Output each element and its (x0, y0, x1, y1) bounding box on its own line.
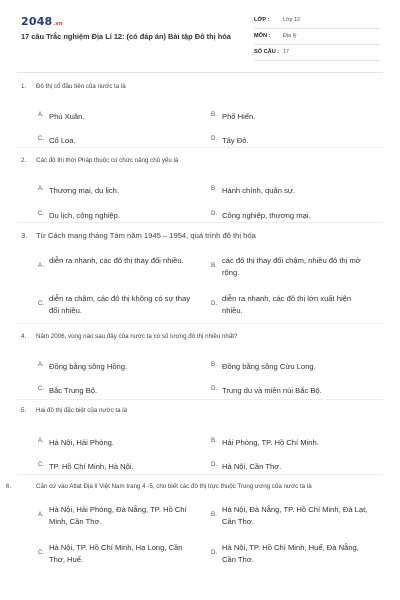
option-letter: D. (211, 210, 218, 217)
option-letter: C. (38, 135, 45, 142)
header-divider (17, 72, 383, 73)
document-header (0, 0, 400, 68)
options (21, 165, 381, 220)
option-letter: D. (211, 461, 218, 468)
option-letter: D. (211, 549, 218, 556)
options (21, 491, 381, 581)
option-letter: A. (38, 185, 44, 192)
meta-value: 17 (283, 49, 289, 55)
option-letter: D. (211, 135, 218, 142)
option-letter: A. (38, 111, 44, 118)
option-text: Hà Nội, TP. Hồ Chí Minh, Huế, Đà Nẵng, Cần Thơ. (222, 543, 359, 564)
option-letter: A. (38, 437, 44, 444)
option-text: Hà Nội, Đà Nẵng, TP. Hồ Chí Minh, Đà Lạt, Cần Thơ. (222, 505, 368, 526)
site-logo[interactable] (21, 15, 63, 28)
option-text: Hà Nội, TP. Hồ Chí Minh, Hạ Long, Cần Thơ, Huế. (49, 543, 183, 564)
option-text: Thương mại, du lịch. (49, 186, 119, 195)
option-letter: B. (211, 262, 217, 269)
question-number: 4. (21, 333, 27, 340)
option-letter: C. (38, 549, 45, 556)
option-letter: A. (38, 511, 44, 518)
question-number: 5. (21, 407, 27, 414)
option-letter: A. (38, 262, 44, 269)
option-letter: B. (211, 361, 217, 368)
question-text: Hai đô thị đặc biệt của nước ta là (36, 407, 128, 414)
option-text: TP. Hồ Chí Minh, Hà Nội. (49, 462, 134, 471)
question-text: Căn cứ vào Atlat Địa lí Việt Nam trang 4 -5, cho biết các đô thị trực thuộc Trung ương của nước ta là (36, 483, 312, 490)
meta-value: Lớp 12 (283, 17, 301, 23)
question-number: 1. (21, 83, 27, 90)
option-text: Tây Đô. (222, 136, 249, 145)
logo-text: 2048 (21, 15, 53, 28)
option-text: Bắc Trung Bộ. (49, 386, 98, 395)
option-text: Công nghiệp, thương mại. (222, 211, 311, 220)
option-text: Hải Phòng, TP. Hồ Chí Minh. (222, 438, 319, 447)
option-letter: B. (211, 437, 217, 444)
question-3 (21, 231, 381, 330)
option-letter: D. (211, 385, 218, 392)
option-letter: B. (211, 511, 217, 518)
option-text: Hà Nội, Hải Phòng, Đà Nẵng, TP. Hồ Chí Minh, Cần Thơ. (49, 505, 187, 526)
option-letter: A. (38, 361, 44, 368)
option-text: Du lịch, công nghiệp. (49, 211, 120, 220)
option-letter: C. (38, 461, 45, 468)
option-letter: B. (211, 111, 217, 118)
option-text: Phố Hiến. (222, 112, 256, 121)
option-text: diễn ra nhanh, các đô thị lớn xuất hiện nhiều. (222, 294, 352, 315)
meta-row-count (254, 46, 380, 61)
question-6 (6, 482, 381, 581)
option-text: Đồng bằng sông Hồng. (49, 362, 128, 371)
option-text: các đô thị thay đổi chậm, nhiều đô thị mở rộng. (222, 256, 361, 277)
page-title: 17 câu Trắc nghiệm Địa Lí 12: (có đáp án) Bài tập Đô thị hóa (21, 32, 231, 41)
question-5 (21, 406, 381, 471)
question-divider (17, 222, 383, 223)
question-divider (17, 399, 383, 400)
option-text: Hà Nội, Cần Thơ. (222, 462, 282, 471)
option-letter: C. (38, 300, 45, 307)
options (21, 341, 381, 395)
meta-label: MÔN : (254, 33, 271, 39)
question-divider (17, 474, 383, 475)
question-stem (21, 156, 381, 165)
question-text: Các đô thị thời Pháp thuộc có chức năng chủ yếu là (36, 157, 179, 164)
option-letter: C. (38, 210, 45, 217)
question-text: Từ Cách mạng tháng Tám năm 1945 – 1954, quá trình đô thị hóa (36, 231, 256, 240)
question-stem (21, 406, 381, 415)
options (21, 240, 381, 330)
question-1 (21, 82, 381, 145)
question-number: 3. (21, 231, 28, 240)
question-stem (21, 332, 381, 341)
option-text: Đồng bằng sông Cửu Long. (222, 362, 316, 371)
logo-tld: .vn (53, 21, 63, 27)
question-divider (17, 323, 383, 324)
question-stem (21, 231, 381, 240)
meta-panel (254, 14, 380, 62)
option-text: diễn ra chậm, các đô thị không có sự thay đổi nhiều. (49, 294, 191, 315)
question-divider (17, 147, 383, 148)
question-stem (21, 82, 381, 91)
option-text: Trung du và miền núi Bắc Bộ. (222, 386, 322, 395)
question-4 (21, 332, 381, 395)
meta-value: Địa lý (283, 33, 297, 39)
option-text: Cổ Loa. (49, 136, 76, 145)
question-text: Đô thị cổ đầu tiên của nước ta là (36, 83, 126, 90)
meta-label: SỐ CÂU : (254, 49, 280, 55)
option-text: Hành chính, quân sự. (222, 186, 296, 195)
question-stem (6, 482, 361, 491)
question-2 (21, 156, 381, 220)
question-text: Năm 2006, vùng nào sau đây của nước ta có số lượng đô thị nhiều nhất? (36, 333, 238, 340)
meta-label: LỚP : (254, 17, 270, 23)
option-text: Phú Xuân. (49, 112, 85, 121)
option-letter: D. (211, 300, 218, 307)
option-text: diễn ra nhanh, các đô thị thay đổi nhiều. (49, 256, 184, 265)
meta-row-grade (254, 14, 380, 29)
meta-row-subject (254, 30, 380, 45)
question-number: 6. (6, 483, 12, 490)
options (21, 91, 381, 145)
option-letter: C. (38, 385, 45, 392)
option-text: Hà Nội, Hải Phòng. (49, 438, 115, 447)
option-letter: B. (211, 185, 217, 192)
question-number: 2. (21, 157, 27, 164)
options (21, 415, 381, 471)
